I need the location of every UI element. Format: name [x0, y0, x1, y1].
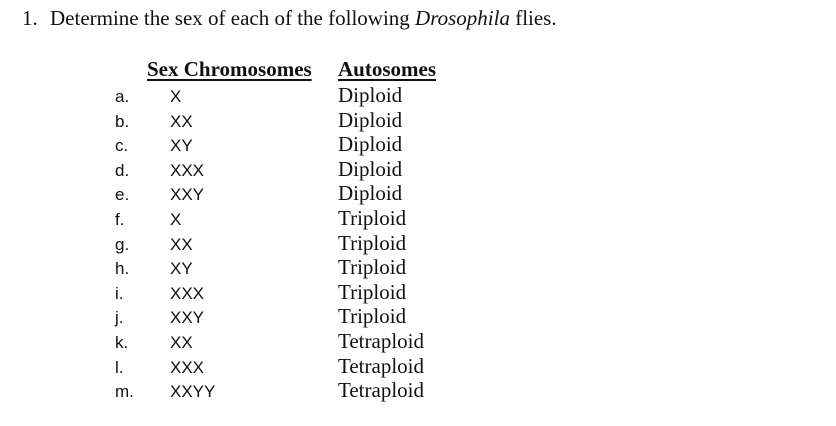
row-letter: e. — [115, 185, 130, 205]
table-row — [0, 109, 836, 134]
row-letter: d. — [115, 160, 130, 180]
row-autosomes: Diploid — [338, 156, 403, 181]
row-sex-chromosomes: X — [170, 87, 182, 106]
row-letter: m. — [115, 382, 134, 402]
row-sex-chromosomes: XXY — [170, 185, 205, 205]
row-letter: h. — [115, 259, 130, 279]
row-letter: b. — [115, 111, 130, 131]
table-row — [0, 305, 836, 330]
row-autosomes: Triploid — [338, 230, 407, 255]
row-sex-chromosomes: XX — [170, 234, 193, 254]
row-autosomes: Triploid — [338, 279, 407, 304]
row-sex-chromosomes: XXX — [170, 160, 205, 180]
row-autosomes: Diploid — [338, 83, 403, 107]
question-text-before: Determine the sex of each of the following — [50, 6, 416, 30]
row-sex-chromosomes: XX — [170, 332, 193, 352]
row-sex-chromosomes: X — [170, 209, 182, 229]
table-row — [0, 379, 836, 404]
row-sex-chromosomes: XY — [170, 259, 193, 279]
row-sex-chromosomes: XXX — [170, 357, 205, 377]
row-letter: k. — [115, 332, 129, 352]
table-row — [0, 133, 836, 158]
row-autosomes: Triploid — [338, 255, 407, 280]
table-row — [0, 232, 836, 257]
table-row — [0, 256, 836, 281]
question-species: Drosophila — [415, 6, 510, 30]
row-autosomes: Diploid — [338, 132, 403, 157]
row-letter: f. — [115, 209, 125, 229]
row-autosomes: Diploid — [338, 107, 403, 132]
row-autosomes: Diploid — [338, 181, 403, 206]
row-autosomes: Triploid — [338, 304, 407, 329]
row-autosomes: Tetraploid — [338, 378, 424, 403]
row-letter: g. — [115, 234, 130, 254]
row-sex-chromosomes: XY — [170, 136, 193, 156]
row-letter: a. — [115, 87, 130, 106]
row-autosomes: Tetraploid — [338, 353, 424, 378]
table-row — [0, 355, 836, 380]
row-sex-chromosomes: XXYY — [170, 382, 216, 402]
question-number: 1. — [22, 6, 38, 30]
row-letter: j. — [115, 308, 124, 328]
row-letter: i. — [115, 283, 124, 303]
table-row — [0, 207, 836, 232]
table-row — [0, 158, 836, 183]
row-sex-chromosomes: XXX — [170, 283, 205, 303]
row-letter: l. — [115, 357, 124, 377]
table-row — [0, 84, 836, 109]
row-autosomes: Triploid — [338, 205, 407, 230]
table-row — [0, 330, 836, 355]
row-autosomes: Tetraploid — [338, 328, 424, 353]
header-autosomes: Autosomes — [338, 57, 436, 81]
row-letter: c. — [115, 136, 129, 156]
header-sex-chromosomes: Sex Chromosomes — [147, 57, 312, 81]
question-text-after: flies. — [509, 6, 557, 30]
table-row — [0, 182, 836, 207]
row-sex-chromosomes: XXY — [170, 308, 205, 328]
question-text — [22, 6, 557, 31]
row-sex-chromosomes: XX — [170, 111, 193, 131]
fly-table — [0, 84, 836, 404]
table-row — [0, 281, 836, 306]
